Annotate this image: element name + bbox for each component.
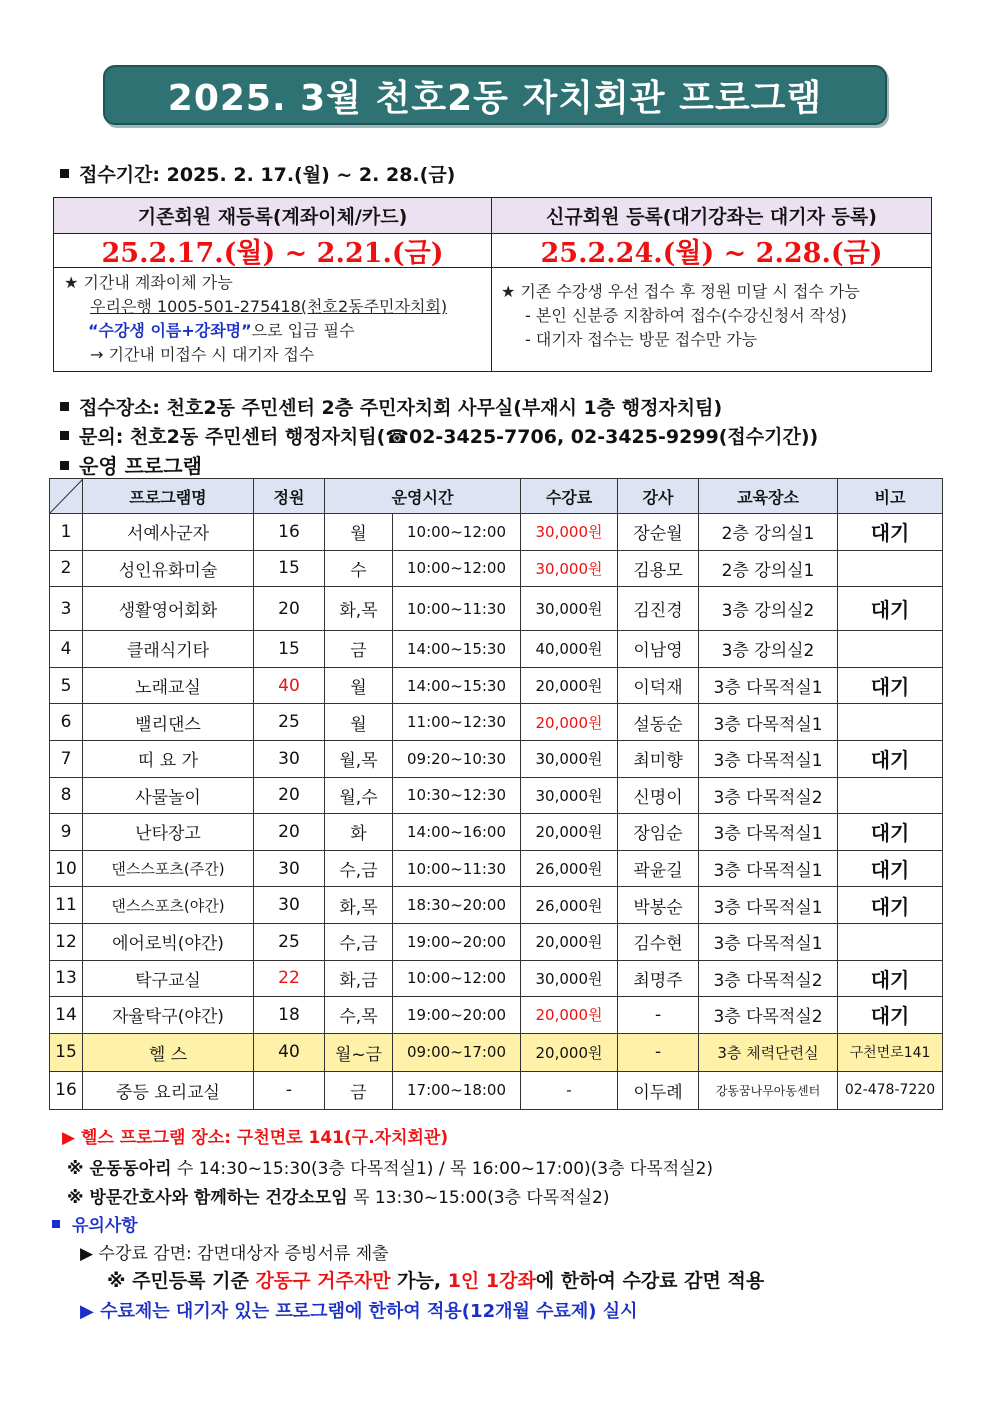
reception-period-text: 접수기간: 2025. 2. 17.(월) ~ 2. 28.(금) [79,164,456,186]
club-health [67,1183,610,1208]
cell-fee: 30,000원 [521,740,618,777]
cell-teacher: 이남영 [618,631,699,668]
title-banner [103,65,887,125]
cell-note [838,550,943,587]
cell-capacity: 18 [254,997,325,1034]
caution-2-part: 가능, [390,1270,448,1292]
header-place: 교육장소 [699,479,838,514]
cell-no: 11 [50,887,83,924]
existing-member-date: 25.2.17.(월) ~ 2.21.(금) [54,234,491,268]
cell-teacher: 장순월 [618,514,699,551]
inquiry [60,422,818,449]
cell-time: 10:00~12:00 [393,960,521,997]
club-health-title: ※ 방문간호사와 함께하는 건강소모임 [67,1188,348,1208]
header-teacher: 강사 [618,479,699,514]
cell-capacity: 30 [254,850,325,887]
cell-fee: 30,000원 [521,777,618,814]
reception-place [60,393,722,420]
cell-teacher: - [618,997,699,1034]
square-bullet-icon [60,431,69,440]
header-fee: 수강료 [521,479,618,514]
table-row [50,740,943,777]
cell-time: 10:00~11:30 [393,587,521,631]
cell-place: 3층 다목적실1 [699,850,838,887]
caution-3: ▶ 수료제는 대기자 있는 프로그램에 한하여 적용(12개월 수료제) 실시 [80,1301,638,1322]
table-row [50,960,943,997]
cell-day: 화,목 [325,587,393,631]
cell-teacher: 김진경 [618,587,699,631]
header-program: 프로그램명 [83,479,254,514]
cell-capacity: 20 [254,587,325,631]
table-row-highlighted [50,1033,943,1071]
cell-fee: 30,000원 [521,960,618,997]
caution-2 [107,1266,764,1293]
cell-time: 10:00~11:30 [393,850,521,887]
cell-capacity: 15 [254,550,325,587]
cell-time: 10:00~12:00 [393,550,521,587]
cell-name: 서예사군자 [83,514,254,551]
cell-teacher: 김용모 [618,550,699,587]
note-line: - 본인 신분증 지참하여 접수(수강신청서 작성) [525,306,847,325]
cell-teacher: 최명주 [618,960,699,997]
cell-day: 월 [325,704,393,741]
cell-name: 난타장고 [83,814,254,851]
square-bullet-icon [60,461,69,470]
cell-fee: 20,000원 [521,997,618,1034]
cell-fee: 20,000원 [521,923,618,960]
cell-name: 사물놀이 [83,777,254,814]
cell-place: 강동꿈나무아동센터 [699,1071,838,1109]
caution-1: ▶ 수강료 감면: 감면대상자 증빙서류 제출 [80,1244,389,1264]
cell-capacity: 22 [254,960,325,997]
cell-capacity: 40 [254,1033,325,1071]
note-line: - 대기자 접수는 방문 접수만 가능 [525,330,758,349]
cell-fee: 30,000원 [521,514,618,551]
cell-note [838,923,943,960]
cell-day: 월 [325,667,393,704]
cell-name: 에어로빅(야간) [83,923,254,960]
header-schedule: 운영시간 [325,479,521,514]
cell-time: 09:20~10:30 [393,740,521,777]
cell-note: 대기 [838,887,943,924]
cell-fee: 20,000원 [521,814,618,851]
cell-day: 화,금 [325,960,393,997]
cell-time: 17:00~18:00 [393,1071,521,1109]
cell-day: 금 [325,631,393,668]
cell-name: 헬 스 [83,1033,254,1071]
cell-name: 생활영어회화 [83,587,254,631]
caution-heading [52,1211,138,1236]
cell-time: 19:00~20:00 [393,923,521,960]
cell-teacher: - [618,1033,699,1071]
reception-place-text: 접수장소: 천호2동 주민센터 2층 주민자치회 사무실(부재시 1층 행정자치팀) [79,397,723,419]
cell-time: 09:00~17:00 [393,1033,521,1071]
club-exercise-schedule: 수 14:30~15:30(3층 다목적실1) / 목 16:00~17:00)(3층 다목적실2) [171,1159,714,1179]
cell-teacher: 곽윤길 [618,850,699,887]
caution-2-emphasis: 강동구 거주자만 [255,1270,391,1292]
cell-time: 18:30~20:00 [393,887,521,924]
cell-no: 9 [50,814,83,851]
cell-capacity: 25 [254,704,325,741]
cell-capacity: 25 [254,923,325,960]
note-line: ★ 기존 수강생 우선 접수 후 정원 미달 시 접수 가능 [501,282,860,301]
club-exercise [67,1154,713,1179]
cell-note [838,777,943,814]
table-row [50,997,943,1034]
cell-fee: 40,000원 [521,631,618,668]
cell-time: 19:00~20:00 [393,997,521,1034]
deposit-name-rule: “수강생 이름+강좌명” [88,321,252,340]
cell-day: 월~금 [325,1033,393,1071]
cell-day: 수,금 [325,923,393,960]
existing-member-header: 기존회원 재등록(계좌이체/카드) [54,198,491,234]
cell-name: 성인유화미술 [83,550,254,587]
cell-name: 탁구교실 [83,960,254,997]
cell-name: 클래식기타 [83,631,254,668]
cell-capacity: 15 [254,631,325,668]
health-place: ▶ 헬스 프로그램 장소: 구천면로 141(구.자치회관) [62,1128,449,1148]
cell-fee: 20,000원 [521,667,618,704]
cell-place: 3층 강의실2 [699,631,838,668]
program-table [49,478,943,1110]
cell-time: 11:00~12:30 [393,704,521,741]
cell-day: 수,목 [325,997,393,1034]
cell-day: 화 [325,814,393,851]
cell-name: 노래교실 [83,667,254,704]
table-row [50,587,943,631]
cell-place: 2층 강의실1 [699,514,838,551]
cell-no: 7 [50,740,83,777]
cell-name: 띠 요 가 [83,740,254,777]
caution-heading-text: 유의사항 [72,1216,138,1236]
cell-note: 대기 [838,740,943,777]
cell-day: 수,금 [325,850,393,887]
cell-teacher: 이두례 [618,1071,699,1109]
cell-note: 대기 [838,667,943,704]
table-row [50,814,943,851]
cell-day: 화,목 [325,887,393,924]
cell-time: 14:00~15:30 [393,631,521,668]
square-bullet-icon [60,402,69,411]
cell-note: 02-478-7220 [838,1071,943,1109]
table-row [50,514,943,551]
table-header-row [50,479,943,514]
cell-day: 월,수 [325,777,393,814]
bank-account: 우리은행 1005-501-275418(천호2동주민자치회) [90,297,448,316]
cell-no: 6 [50,704,83,741]
new-member-notes [501,280,860,352]
registration-table [53,197,932,372]
cell-no: 14 [50,997,83,1034]
cell-note: 대기 [838,850,943,887]
cell-no: 5 [50,667,83,704]
cell-day: 금 [325,1071,393,1109]
cell-note [838,631,943,668]
table-row [50,887,943,924]
cell-name: 댄스스포츠(주간) [83,850,254,887]
page-title: 2025. 3월 천호2동 자치회관 프로그램 [167,77,823,119]
caution-2-emphasis: 1인 1강좌 [447,1270,536,1292]
cell-capacity: 30 [254,887,325,924]
caution-2-part: 에 한하여 수강료 감면 적용 [535,1270,765,1292]
club-exercise-title: ※ 운동동아리 [67,1159,172,1179]
cell-capacity: 16 [254,514,325,551]
cell-teacher: 장임순 [618,814,699,851]
cell-no: 3 [50,587,83,631]
cell-no: 16 [50,1071,83,1109]
table-row [50,1071,943,1109]
cell-place: 3층 다목적실1 [699,923,838,960]
club-health-schedule: 목 13:30~15:00(3층 다목적실2) [347,1188,610,1208]
cell-note: 구천면로141 [838,1033,943,1071]
cell-note: 대기 [838,997,943,1034]
table-row [50,550,943,587]
cell-name: 밸리댄스 [83,704,254,741]
cell-teacher: 설동순 [618,704,699,741]
cell-place: 3층 다목적실1 [699,887,838,924]
cell-no: 8 [50,777,83,814]
cell-note: 대기 [838,814,943,851]
cell-name: 중등 요리교실 [83,1071,254,1109]
table-row [50,631,943,668]
table-row [50,923,943,960]
cell-no: 2 [50,550,83,587]
table-row [50,777,943,814]
new-member-header: 신규회원 등록(대기강좌는 대기자 등록) [492,198,931,234]
cell-place: 3층 다목적실1 [699,704,838,741]
cell-teacher: 이덕재 [618,667,699,704]
cell-place: 3층 다목적실2 [699,960,838,997]
cell-teacher: 박봉순 [618,887,699,924]
cell-place: 2층 강의실1 [699,550,838,587]
cell-no: 10 [50,850,83,887]
cell-fee: - [521,1071,618,1109]
cell-name: 자율탁구(야간) [83,997,254,1034]
cell-no: 13 [50,960,83,997]
existing-member-notes [64,271,447,367]
cell-time: 14:00~16:00 [393,814,521,851]
cell-no: 4 [50,631,83,668]
cell-note: 대기 [838,514,943,551]
note-line: → 기간내 미접수 시 대기자 접수 [90,345,315,364]
diagonal-line [50,479,83,513]
cell-time: 10:00~12:00 [393,514,521,551]
cell-place: 3층 체력단련실 [699,1033,838,1071]
cell-day: 월 [325,514,393,551]
cell-time: 14:00~15:30 [393,667,521,704]
cell-place: 3층 다목적실1 [699,667,838,704]
header-note: 비고 [838,479,943,514]
cell-place: 3층 다목적실1 [699,740,838,777]
table-row [50,850,943,887]
cell-no: 12 [50,923,83,960]
cell-capacity: 20 [254,777,325,814]
table-row [50,704,943,741]
cell-teacher: 최미향 [618,740,699,777]
cell-name: 댄스스포츠(야간) [83,887,254,924]
cell-note: 대기 [838,960,943,997]
cell-teacher: 김수현 [618,923,699,960]
cell-place: 3층 다목적실2 [699,777,838,814]
cell-no: 1 [50,514,83,551]
square-bullet-icon [60,169,69,178]
table-row [50,667,943,704]
cell-fee: 30,000원 [521,587,618,631]
cell-capacity: 20 [254,814,325,851]
note-line: 으로 입금 필수 [251,321,355,340]
cell-capacity: - [254,1071,325,1109]
program-heading [60,450,202,479]
cell-note: 대기 [838,587,943,631]
cell-note [838,704,943,741]
cell-capacity: 30 [254,740,325,777]
corner-cell [50,479,83,514]
cell-fee: 26,000원 [521,850,618,887]
cell-teacher: 신명이 [618,777,699,814]
header-capacity: 정원 [254,479,325,514]
cell-fee: 30,000원 [521,550,618,587]
inquiry-text: 문의: 천호2동 주민센터 행정자치팀(☎02-3425-7706, 02-3425-9299(접수기간)) [79,426,819,448]
cell-fee: 20,000원 [521,1033,618,1071]
note-line: ★ 기간내 계좌이체 가능 [64,273,233,292]
cell-fee: 20,000원 [521,704,618,741]
cell-no: 15 [50,1033,83,1071]
cell-place: 3층 강의실2 [699,587,838,631]
cell-place: 3층 다목적실2 [699,997,838,1034]
square-bullet-icon [52,1220,60,1228]
cell-day: 월,목 [325,740,393,777]
caution-2-part: ※ 주민등록 기준 [107,1270,256,1292]
reception-period [60,160,455,187]
new-member-date: 25.2.24.(월) ~ 2.28.(금) [492,234,931,268]
cell-day: 수 [325,550,393,587]
cell-capacity: 40 [254,667,325,704]
cell-fee: 26,000원 [521,887,618,924]
cell-place: 3층 다목적실1 [699,814,838,851]
program-heading-text: 운영 프로그램 [79,454,202,478]
cell-time: 10:30~12:30 [393,777,521,814]
